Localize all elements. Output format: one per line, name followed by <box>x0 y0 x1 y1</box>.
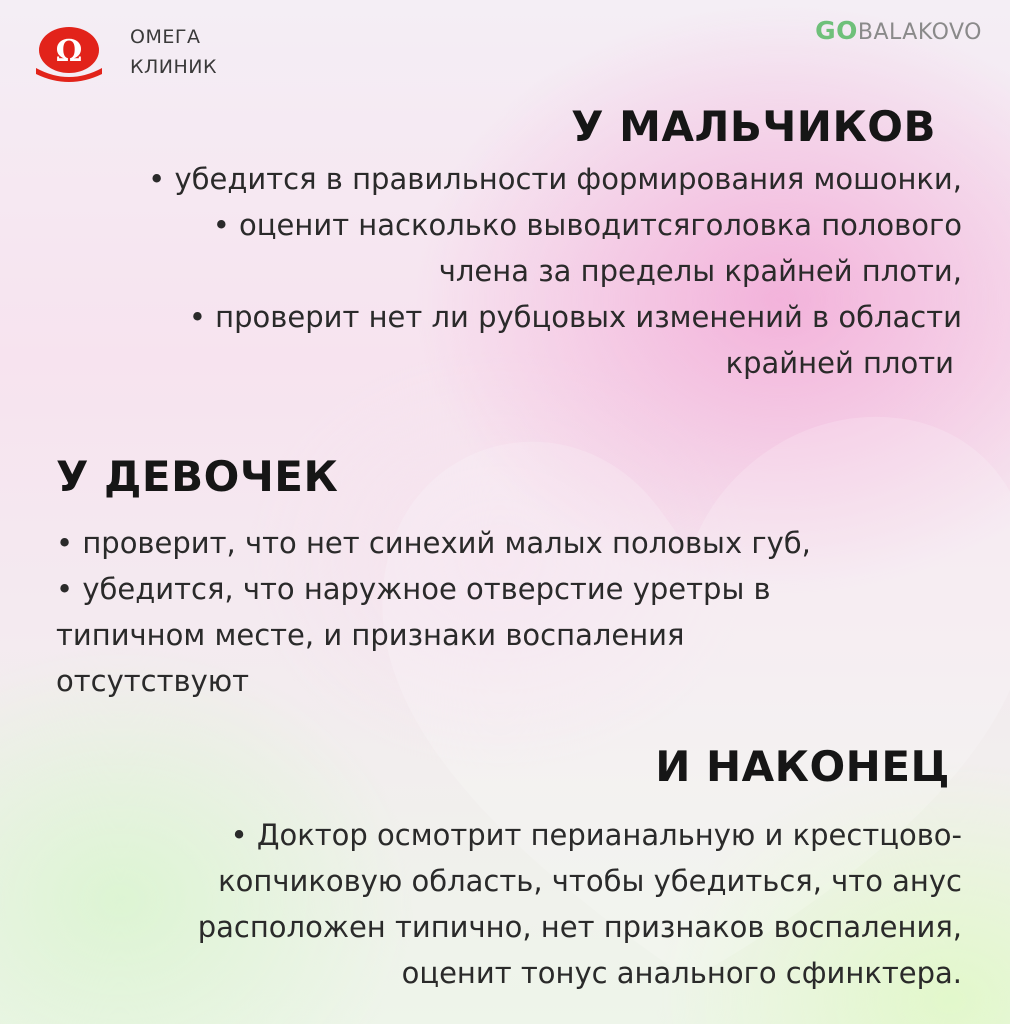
girls-text <box>56 520 811 704</box>
boys-line: члена за пределы крайней плоти, <box>438 254 962 288</box>
svg-text:Ω: Ω <box>55 34 83 69</box>
site-logo-rest: BALAKOVO <box>857 20 982 45</box>
boys-line: • убедится в правильности формирования мошонки, <box>148 162 962 196</box>
girls-line: типичном месте, и признаки воспаления <box>56 618 685 652</box>
brand-line-2: КЛИНИК <box>130 56 217 78</box>
brand-line-1: ОМЕГА <box>130 26 201 48</box>
finally-line: расположен типично, нет признаков воспаления, <box>197 910 962 944</box>
site-logo <box>815 16 982 45</box>
finally-line: копчиковую область, чтобы убедиться, что анус <box>218 864 962 898</box>
girls-line: • убедится, что наружное отверстие уретры в <box>56 572 771 606</box>
finally-line: • Доктор осмотрит перианальную и крестцово- <box>230 818 962 852</box>
finally-text <box>198 812 962 996</box>
finally-heading: И НАКОНЕЦ <box>655 742 950 791</box>
boys-line: крайней плоти <box>725 346 954 380</box>
boys-line: • оценит насколько выводитсяголовка полового <box>212 208 962 242</box>
boys-text <box>148 156 962 386</box>
boys-heading: У МАЛЬЧИКОВ <box>571 102 936 151</box>
finally-line: оценит тонус анального сфинктера. <box>401 956 962 990</box>
clinic-brand-name <box>130 22 217 82</box>
girls-heading: У ДЕВОЧЕК <box>56 452 339 501</box>
omega-icon <box>24 20 114 84</box>
girls-line: отсутствуют <box>56 664 250 698</box>
boys-line: • проверит нет ли рубцовых изменений в области <box>188 300 962 334</box>
girls-line: • проверит, что нет синехий малых половых губ, <box>56 526 811 560</box>
site-logo-go: GO <box>815 16 858 45</box>
